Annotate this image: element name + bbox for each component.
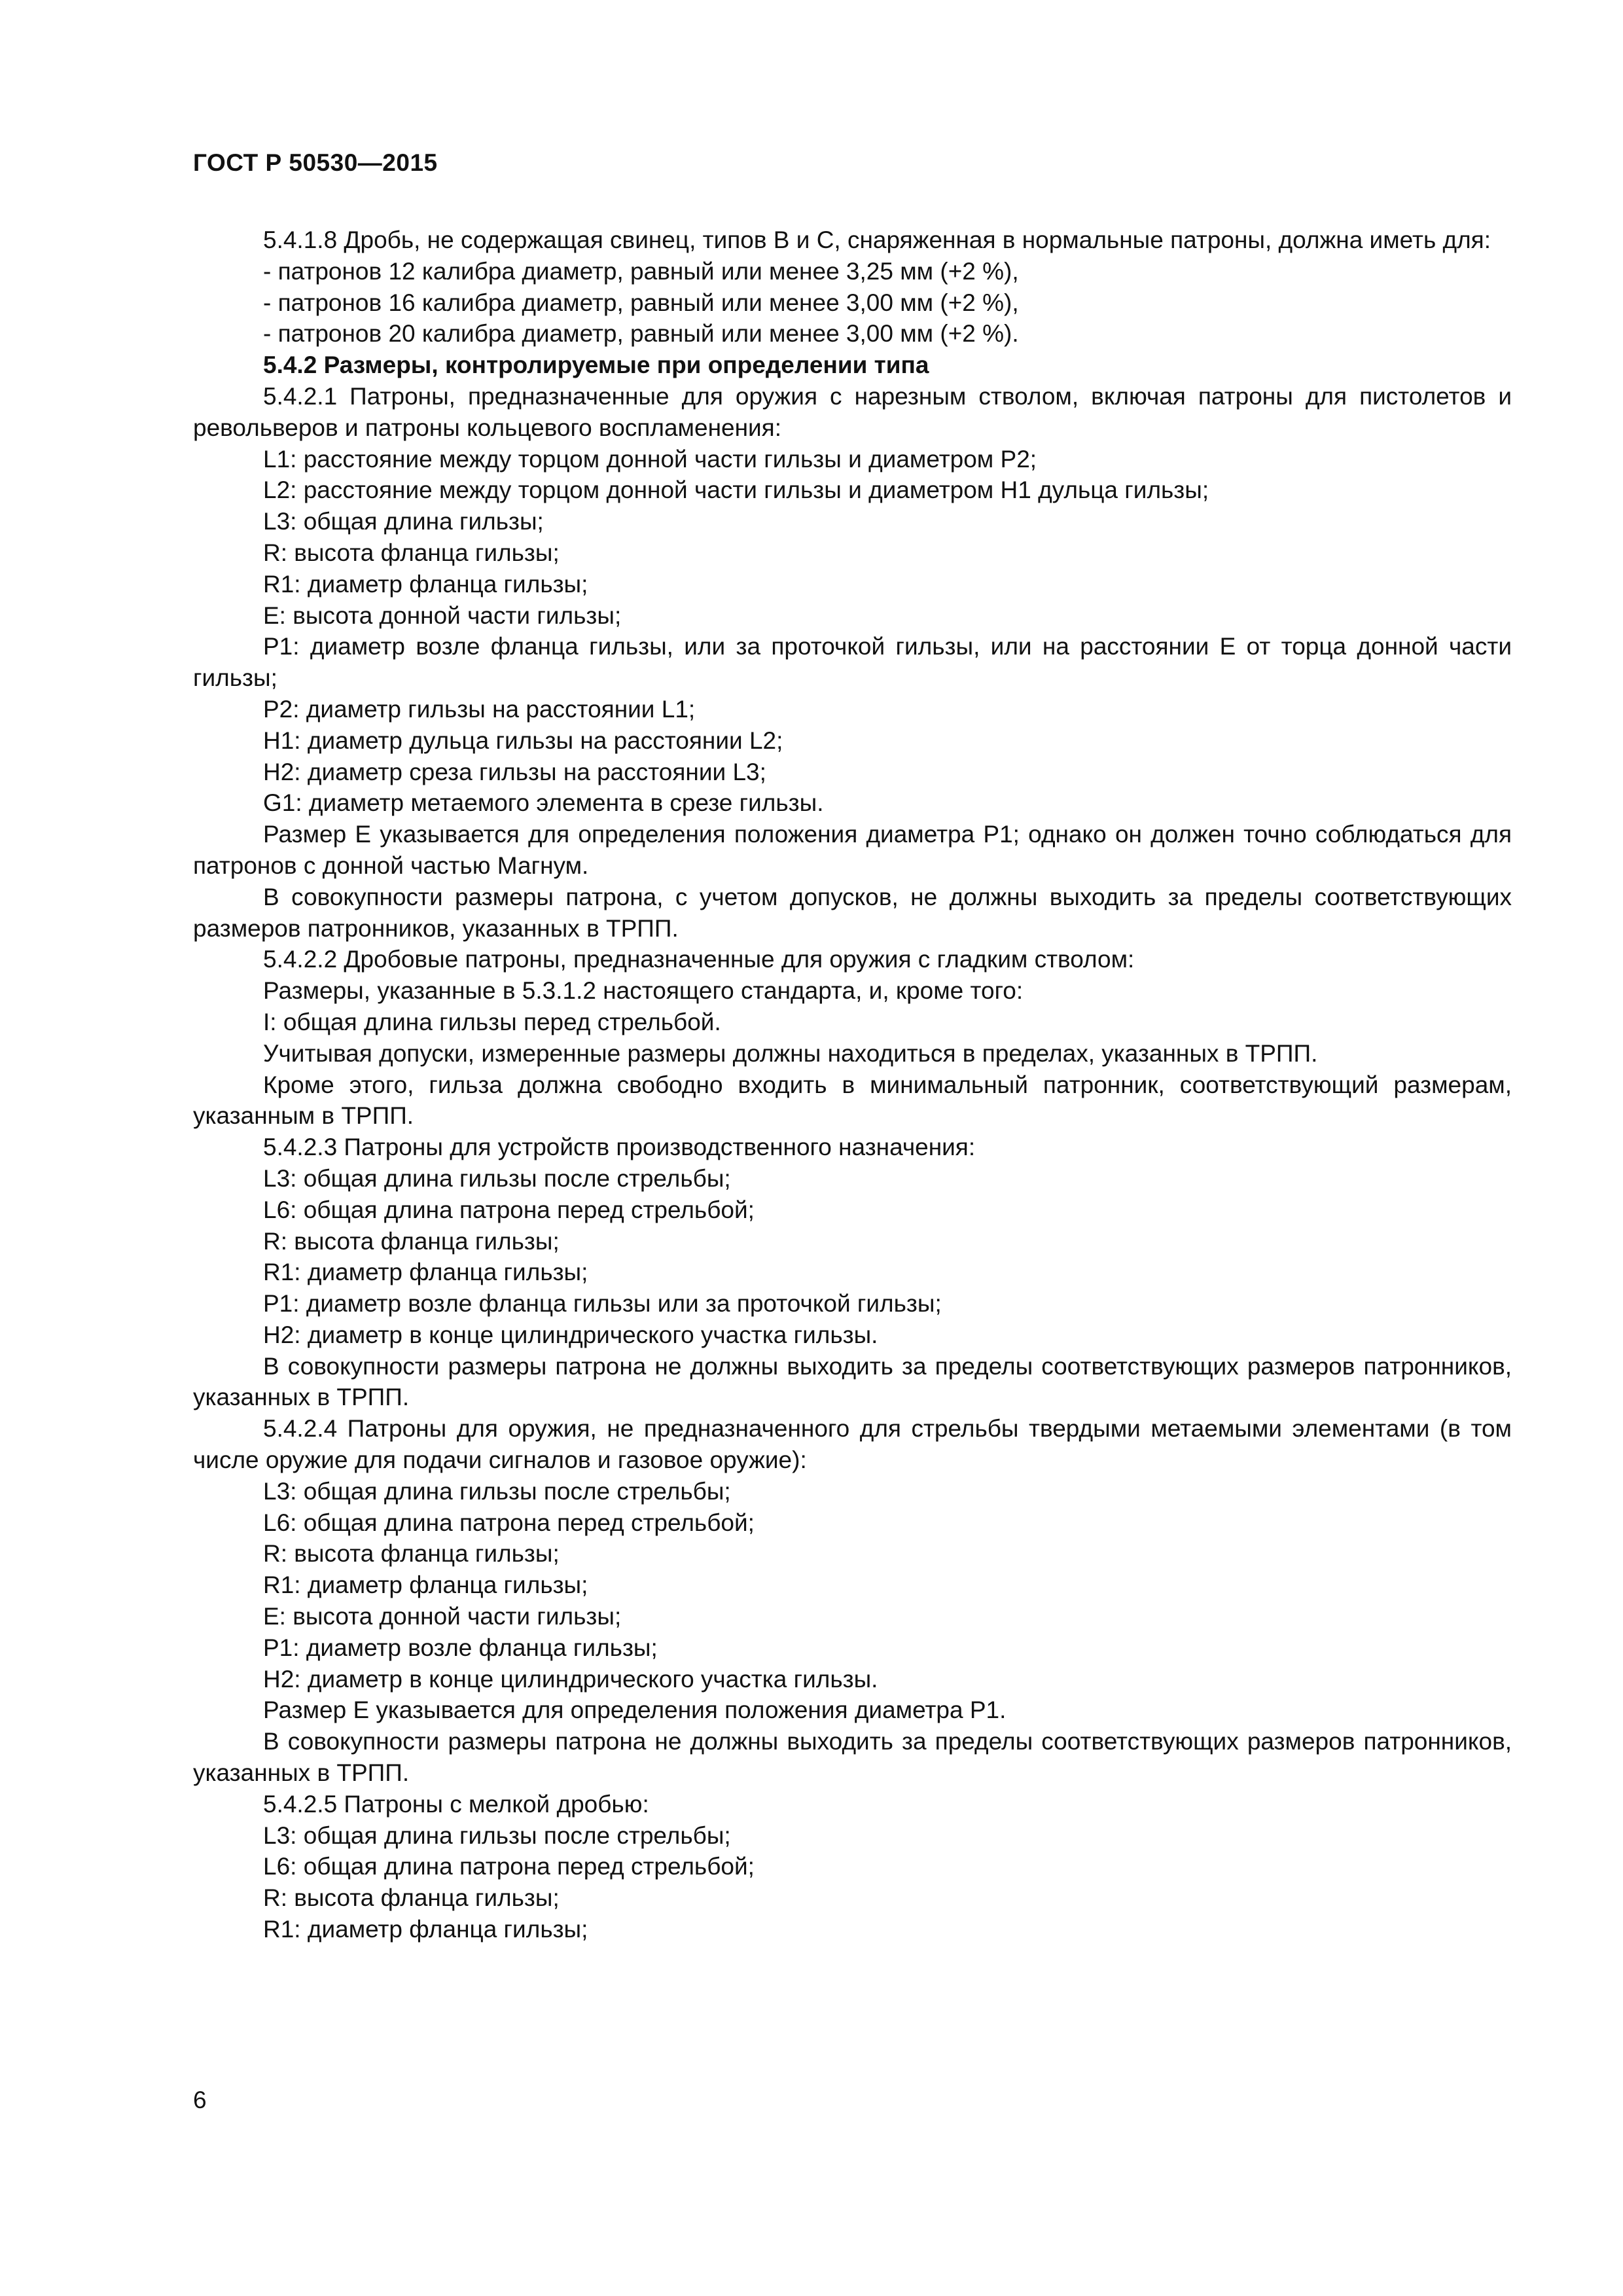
- section-heading: 5.4.2 Размеры, контролируемые при определении типа: [263, 351, 929, 379]
- paragraph: 5.4.2.5 Патроны с мелкой дробью:: [263, 1790, 649, 1818]
- paragraph: R1: диаметр фланца гильзы;: [263, 1916, 588, 1943]
- paragraph: L6: общая длина патрона перед стрельбой;: [263, 1853, 755, 1880]
- document-body: [193, 224, 1512, 1945]
- paragraph: R: высота фланца гильзы;: [263, 1540, 560, 1568]
- paragraph: Размер Е указывается для определения положения диаметра Р1; однако он должен точно соблюдаться для патронов с донной частью Магнум.: [193, 821, 1512, 879]
- paragraph: Р1: диаметр возле фланца гильзы;: [263, 1634, 658, 1661]
- paragraph: L2: расстояние между торцом донной части гильзы и диаметром Н1 дульца гильзы;: [263, 476, 1209, 504]
- paragraph: I: общая длина гильзы перед стрельбой.: [263, 1008, 721, 1035]
- paragraph: 5.4.2.1 Патроны, предназначенные для оружия с нарезным стволом, включая патроны для пистолетов и револьверов и патроны кольцевого воспламенения:: [193, 382, 1512, 441]
- document-code-header: ГОСТ Р 50530—2015: [193, 149, 438, 176]
- paragraph: Н2: диаметр в конце цилиндрического участка гильзы.: [263, 1321, 878, 1348]
- paragraph: 5.4.2.3 Патроны для устройств производственного назначения:: [263, 1134, 976, 1161]
- paragraph: L3: общая длина гильзы после стрельбы;: [263, 1477, 731, 1505]
- paragraph: R: высота фланца гильзы;: [263, 539, 560, 566]
- paragraph: R: высота фланца гильзы;: [263, 1227, 560, 1255]
- paragraph: Размер Е указывается для определения положения диаметра Р1.: [263, 1696, 1007, 1724]
- paragraph: R: высота фланца гильзы;: [263, 1884, 560, 1912]
- paragraph: Р1: диаметр возле фланца гильзы или за проточкой гильзы;: [263, 1290, 942, 1318]
- paragraph: Р2: диаметр гильзы на расстоянии L1;: [263, 695, 696, 723]
- paragraph: Учитывая допуски, измеренные размеры должны находиться в пределах, указанных в ТРПП.: [263, 1039, 1318, 1067]
- paragraph: L6: общая длина патрона перед стрельбой;: [263, 1196, 755, 1223]
- paragraph: Н2: диаметр среза гильзы на расстоянии L3;: [263, 758, 766, 785]
- paragraph: В совокупности размеры патрона, с учетом допусков, не должны выходить за пределы соответствующих размеров патронников, указанных в ТРПП.: [193, 883, 1512, 942]
- paragraph: Р1: диаметр возле фланца гильзы, или за проточкой гильзы, или на расстоянии Е от торца донной части гильзы;: [193, 633, 1512, 692]
- paragraph: R1: диаметр фланца гильзы;: [263, 1571, 588, 1599]
- paragraph: Е: высота донной части гильзы;: [263, 601, 622, 629]
- paragraph: L3: общая длина гильзы;: [263, 508, 544, 535]
- paragraph: L6: общая длина патрона перед стрельбой;: [263, 1509, 755, 1536]
- paragraph: L3: общая длина гильзы после стрельбы;: [263, 1164, 731, 1192]
- paragraph: L1: расстояние между торцом донной части гильзы и диаметром Р2;: [263, 445, 1037, 473]
- paragraph: 5.4.2.2 Дробовые патроны, предназначенные для оружия с гладким стволом:: [263, 946, 1135, 973]
- paragraph: В совокупности размеры патрона не должны выходить за пределы соответствующих размеров патронников, указанных в ТРПП.: [193, 1728, 1512, 1787]
- paragraph: L3: общая длина гильзы после стрельбы;: [263, 1821, 731, 1849]
- paragraph: G1: диаметр метаемого элемента в срезе гильзы.: [263, 789, 824, 817]
- paragraph: Н2: диаметр в конце цилиндрического участка гильзы.: [263, 1665, 878, 1693]
- paragraph: Кроме этого, гильза должна свободно входить в минимальный патронник, соответствующий размерам, указанным в ТРПП.: [193, 1071, 1512, 1130]
- paragraph: 5.4.1.8 Дробь, не содержащая свинец, типов В и С, снаряженная в нормальные патроны, должна иметь для:: [263, 226, 1491, 253]
- page-number: 6: [193, 2087, 207, 2113]
- paragraph: Е: высота донной части гильзы;: [263, 1603, 622, 1630]
- paragraph: 5.4.2.4 Патроны для оружия, не предназначенного для стрельбы твердыми метаемыми элементами (в том числе оружие для подачи сигналов и газовое оружие):: [193, 1415, 1512, 1474]
- paragraph: Размеры, указанные в 5.3.1.2 настоящего стандарта, и, кроме того:: [263, 977, 1024, 1005]
- paragraph: - патронов 20 калибра диаметр, равный или менее 3,00 мм (+2 %).: [263, 320, 1019, 348]
- paragraph: В совокупности размеры патрона не должны выходить за пределы соответствующих размеров патронников, указанных в ТРПП.: [193, 1352, 1512, 1411]
- paragraph: - патронов 12 калибра диаметр, равный или менее 3,25 мм (+2 %),: [263, 257, 1019, 285]
- paragraph: R1: диаметр фланца гильзы;: [263, 570, 588, 598]
- paragraph: Н1: диаметр дульца гильзы на расстоянии L2;: [263, 726, 783, 754]
- paragraph: - патронов 16 калибра диаметр, равный или менее 3,00 мм (+2 %),: [263, 289, 1019, 316]
- paragraph: R1: диаметр фланца гильзы;: [263, 1259, 588, 1286]
